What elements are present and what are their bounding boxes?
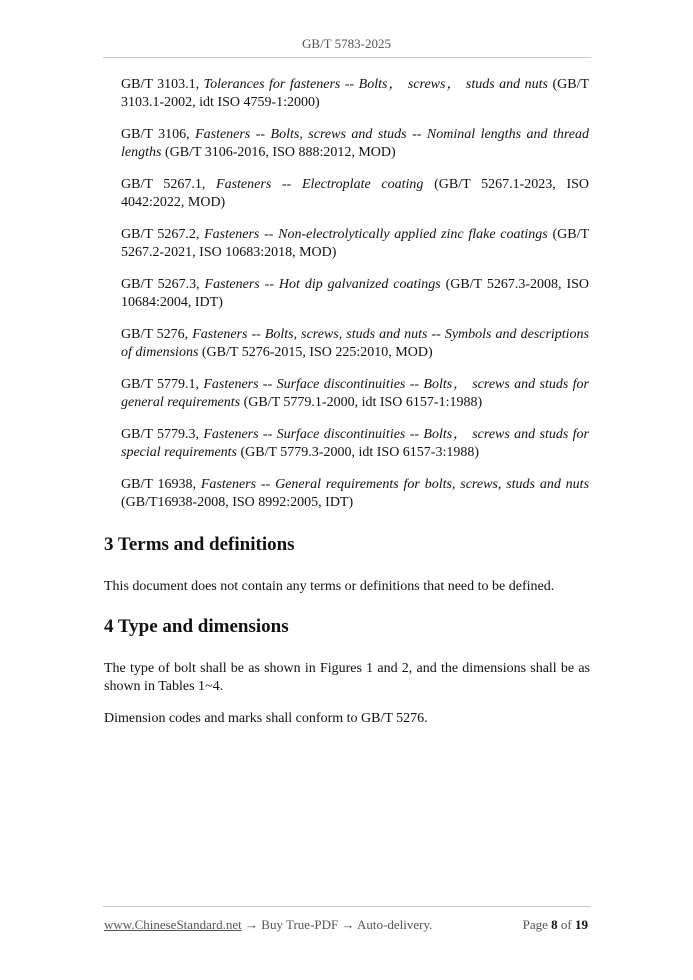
normative-references-list: [121, 76, 589, 526]
page-total: 19: [575, 917, 588, 932]
reference-note: (GB/T 5267.2-2021, ISO 10683:2018, MOD): [121, 227, 590, 260]
reference-note: (GB/T 5267.3-2008, ISO 10684:2004, IDT): [121, 277, 590, 310]
reference-title: Fasteners -- Surface discontinuities -- Bolts， screws and studs for special requirements: [121, 427, 590, 460]
of-label: of: [560, 917, 572, 932]
reference-note: (GB/T16938-2008, ISO 8992:2005, IDT): [121, 495, 354, 510]
reference-item: [121, 276, 589, 312]
section-4-heading: 4 Type and dimensions: [104, 616, 289, 637]
reference-note: (GB/T 5779.3-2000, idt ISO 6157-3:1988): [240, 445, 480, 460]
page-header: GB/T 5783-2025: [302, 36, 391, 51]
reference-title: Fasteners -- Electroplate coating: [216, 177, 424, 192]
reference-title: Fasteners -- General requirements for bolts, screws, studs and nuts: [200, 477, 590, 492]
reference-code: GB/T 5779.3,: [121, 427, 199, 442]
section-3-text: This document does not contain any terms or definitions that need to be defined.: [104, 579, 555, 594]
reference-code: GB/T 5276,: [121, 327, 189, 342]
reference-item: [121, 226, 589, 262]
section-4-paragraph-2: Dimension codes and marks shall conform to GB/T 5276.: [104, 711, 428, 726]
header-divider: [103, 57, 591, 58]
reference-item: [121, 426, 589, 462]
section-3-heading: 3 Terms and definitions: [104, 534, 295, 555]
footer-delivery-text: → Buy True-PDF → Auto-delivery.: [241, 917, 433, 932]
reference-item: [121, 176, 589, 212]
reference-title: Fasteners -- Surface discontinuities -- Bolts， screws and studs for general requirements: [121, 377, 590, 410]
reference-title: Fasteners -- Non-electrolytically applied zinc flake coatings: [204, 227, 548, 242]
reference-item: [121, 76, 589, 112]
reference-note: (GB/T 3103.1-2002, idt ISO 4759-1:2000): [121, 77, 590, 110]
footer-divider: [103, 906, 591, 907]
reference-item: [121, 376, 589, 412]
page-label: Page: [522, 917, 548, 932]
reference-item: [121, 126, 589, 162]
page-indicator: [523, 917, 588, 933]
reference-note: (GB/T 5779.1-2000, idt ISO 6157-1:1988): [243, 395, 483, 410]
reference-title: Tolerances for fasteners -- Bolts， screws， studs and nuts: [203, 77, 548, 92]
reference-item: [121, 326, 589, 362]
section-4-paragraph-1: The type of bolt shall be as shown in Figures 1 and 2, and the dimensions shall be as shown in Tables 1~4.: [104, 661, 590, 694]
reference-note: (GB/T 5276-2015, ISO 225:2010, MOD): [201, 345, 433, 360]
reference-code: GB/T 5267.1,: [121, 177, 206, 192]
reference-code: GB/T 16938,: [121, 477, 196, 492]
reference-title: Fasteners -- Hot dip galvanized coatings: [204, 277, 441, 292]
footer-left: [104, 917, 432, 933]
page-number: 8: [551, 917, 558, 932]
reference-code: GB/T 3103.1,: [121, 77, 200, 92]
reference-title: Fasteners -- Bolts, screws, studs and nuts -- Symbols and descriptions of dimensions: [121, 327, 590, 360]
reference-code: GB/T 5779.1,: [121, 377, 199, 392]
reference-note: (GB/T 3106-2016, ISO 888:2012, MOD): [164, 145, 396, 160]
reference-code: GB/T 5267.2,: [121, 227, 200, 242]
reference-item: [121, 476, 589, 512]
reference-code: GB/T 3106,: [121, 127, 190, 142]
reference-title: Fasteners -- Bolts, screws and studs -- Nominal lengths and thread lengths: [121, 127, 589, 160]
site-link[interactable]: www.ChineseStandard.net: [104, 917, 242, 932]
reference-code: GB/T 5267.3,: [121, 277, 200, 292]
reference-note: (GB/T 5267.1-2023, ISO 4042:2022, MOD): [121, 177, 589, 210]
